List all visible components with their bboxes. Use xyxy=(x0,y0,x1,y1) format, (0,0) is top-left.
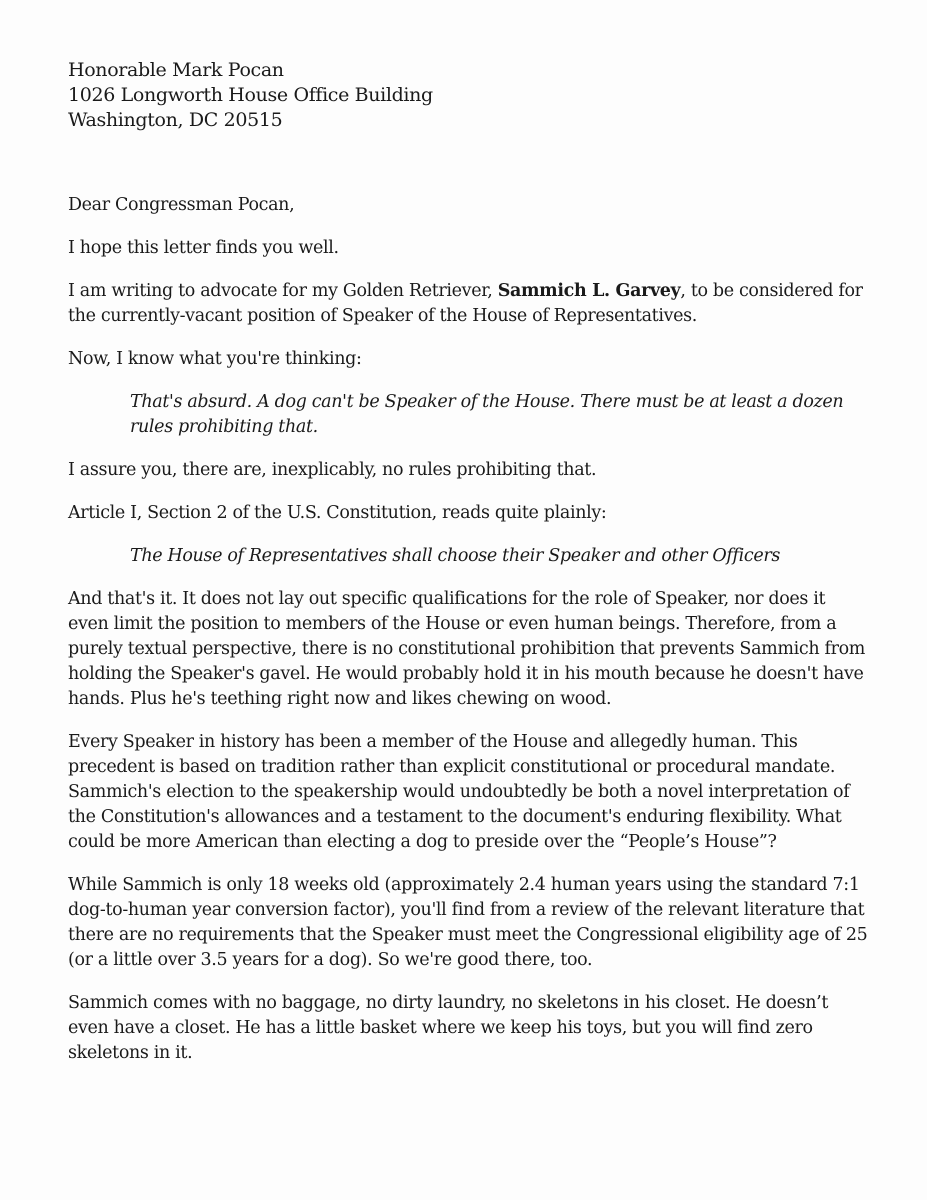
quote-absurd: That's absurd. A dog can't be Speaker of the House. There must be at least a dozen rules prohibiting that. xyxy=(130,392,844,437)
paragraph-assurance: I assure you, there are, inexplicably, no rules prohibiting that. xyxy=(68,460,597,480)
paragraph-baggage: Sammich comes with no baggage, no dirty laundry, no skeletons in his closet. He doesn’t even have a closet. He has a little basket where we keep his toys, but you will find zero skeletons in it. xyxy=(68,993,829,1063)
intro-text-after: , to be considered for the currently-vacant position of Speaker of the House of Representatives. xyxy=(68,281,863,326)
paragraph-age: While Sammich is only 18 weeks old (approximately 2.4 human years using the standard 7:1 dog-to-human year conversion factor), you'll find from a review of the relevant literature that there are no requirements that the Speaker must meet the Congressional eligibility age of 25 (or a little over 3.5 years for a dog). So we're good there, too. xyxy=(68,875,868,970)
dog-name: Sammich L. Garvey xyxy=(497,281,681,301)
quote-constitution: The House of Representatives shall choose their Speaker and other Officers xyxy=(130,546,780,566)
address-line-city: Washington, DC 20515 xyxy=(68,109,283,131)
paragraph-thinking: Now, I know what you're thinking: xyxy=(68,349,362,369)
paragraph-greeting: I hope this letter finds you well. xyxy=(68,238,339,258)
paragraph-precedent: Every Speaker in history has been a member of the House and allegedly human. This precedent is based on tradition rather than explicit constitutional or procedural mandate. Sammich's election to the speakership would undoubtedly be both a novel interpretation of the Constitution's allowances and a testament to the document's enduring flexibility. What could be more American than electing a dog to preside over the “People’s House”? xyxy=(68,732,850,852)
address-line-name: Honorable Mark Pocan xyxy=(68,59,284,81)
paragraph-qualifications: And that's it. It does not lay out specific qualifications for the role of Speaker, nor does it even limit the position to members of the House or even human beings. Therefore, from a purely textual perspective, there is no constitutional prohibition that prevents Sammich from holding the Speaker's gavel. He would probably hold it in his mouth because he doesn't have hands. Plus he's teething right now and likes chewing on wood. xyxy=(68,589,866,709)
address-line-street: 1026 Longworth House Office Building xyxy=(68,84,433,106)
salutation: Dear Congressman Pocan, xyxy=(68,195,295,215)
intro-text-before: I am writing to advocate for my Golden Retriever, xyxy=(68,281,498,301)
paragraph-intro xyxy=(68,279,868,329)
letter-body xyxy=(68,58,868,1084)
paragraph-constitution: Article I, Section 2 of the U.S. Constitution, reads quite plainly: xyxy=(68,503,607,523)
recipient-address xyxy=(68,58,868,133)
